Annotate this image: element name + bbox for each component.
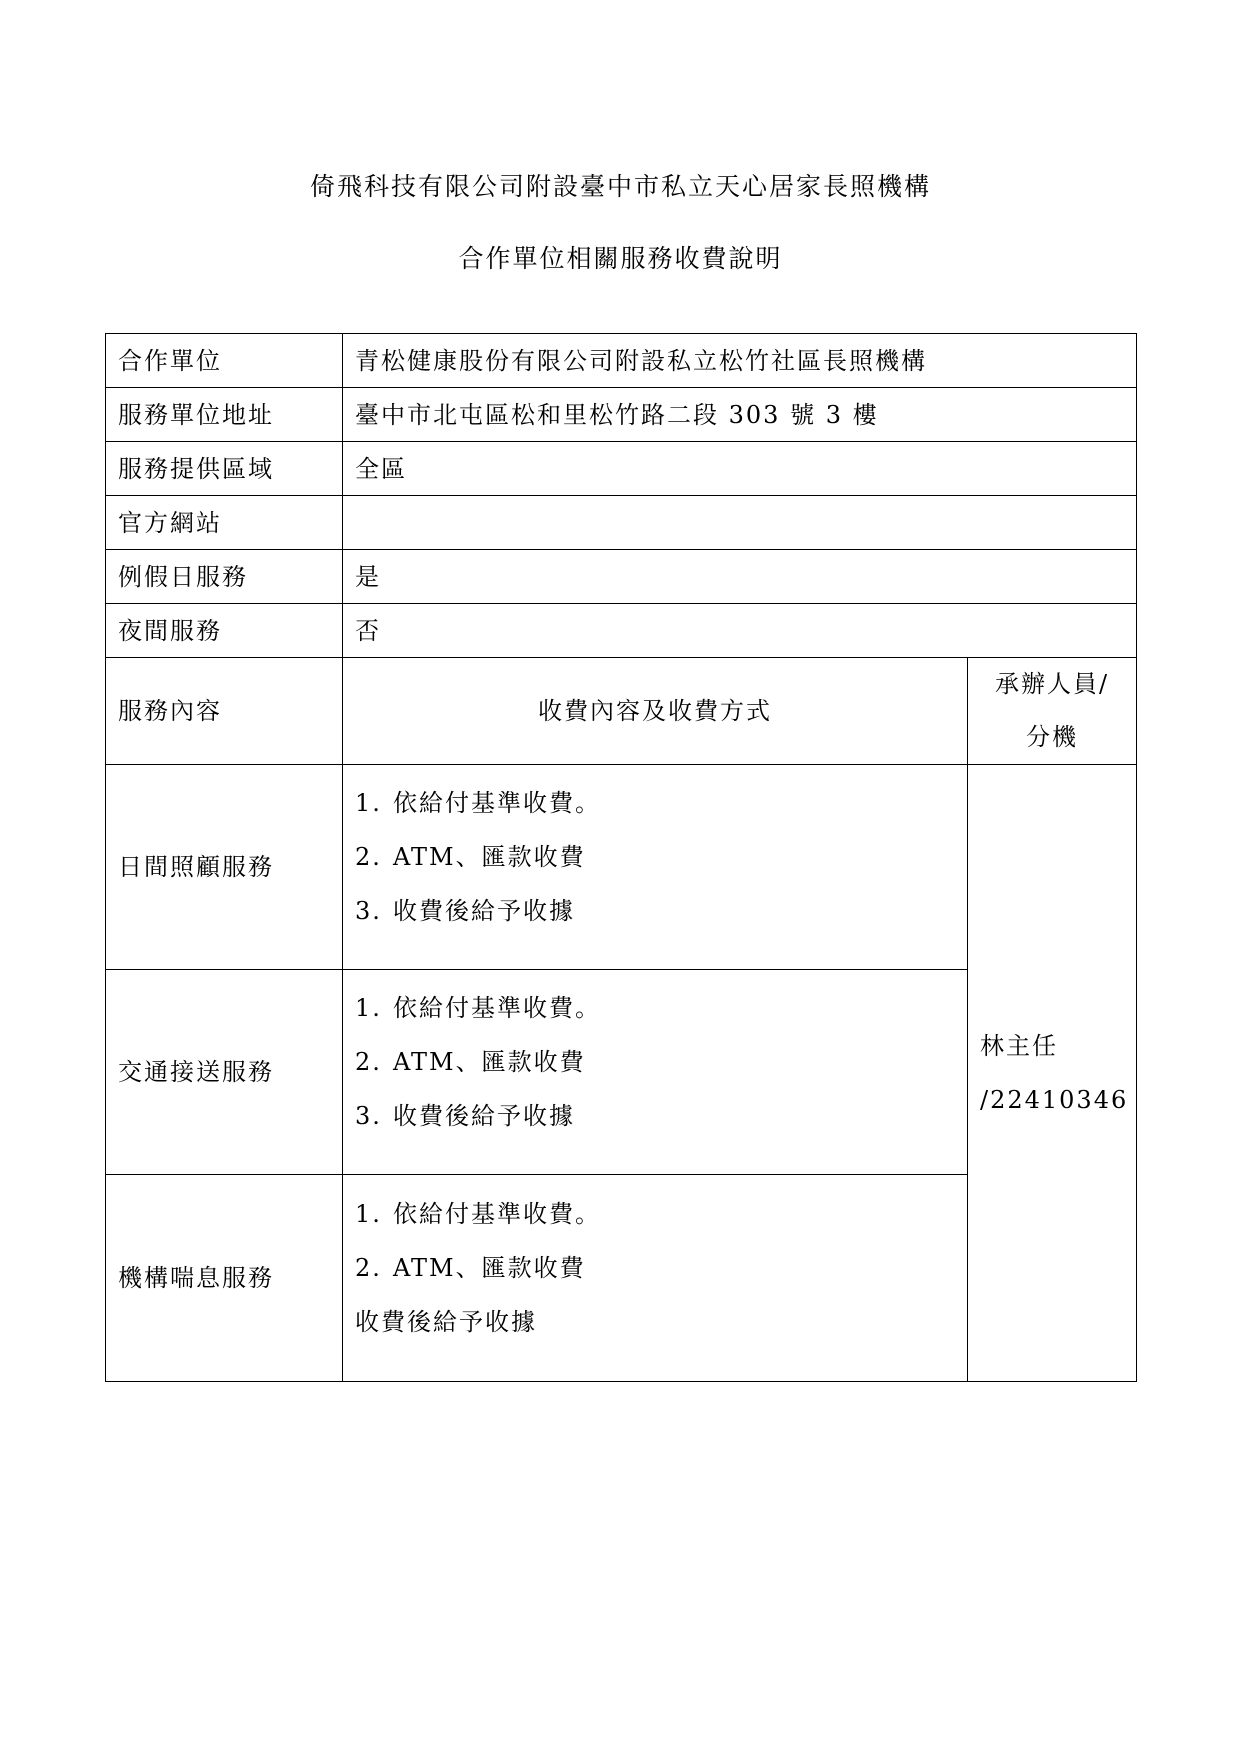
header-service-content: 服務內容 xyxy=(106,658,343,765)
fee-item-number: 1. xyxy=(355,994,382,1022)
header-contact xyxy=(968,658,1137,765)
header-fee-method: 收費內容及收費方式 xyxy=(343,658,968,765)
fee-item-number: 1. xyxy=(355,789,382,817)
service-row-day-care xyxy=(106,765,1137,970)
fee-item-text: 依給付基準收費。 xyxy=(393,1200,601,1228)
row-value: 臺中市北屯區松和里松竹路二段 303 號 3 樓 xyxy=(343,388,1137,442)
contact-cell xyxy=(968,765,1137,1382)
fee-item xyxy=(355,830,967,884)
contact-name: 林主任 xyxy=(980,1032,1058,1060)
fee-item-number: 1. xyxy=(355,1200,382,1228)
row-value xyxy=(343,496,1137,550)
fee-item-text: ATM、匯款收費 xyxy=(393,1254,586,1282)
fee-item xyxy=(355,1089,967,1143)
document-subtitle: 合作單位相關服務收費說明 xyxy=(458,244,783,273)
contact-extension: /22410346 xyxy=(980,1086,1129,1114)
header-contact-line1: 承辦人員/ xyxy=(994,670,1110,698)
row-label: 合作單位 xyxy=(106,334,343,388)
fee-item-number: 2. xyxy=(355,1254,382,1282)
fee-cell xyxy=(343,765,968,970)
row-label: 夜間服務 xyxy=(106,604,343,658)
row-label: 服務單位地址 xyxy=(106,388,343,442)
fee-item-text: 收費後給予收據 xyxy=(393,897,575,925)
fee-item xyxy=(355,981,967,1035)
fee-item-text: 收費後給予收據 xyxy=(393,1102,575,1130)
document-title: 倚飛科技有限公司附設臺中市私立天心居家長照機構 xyxy=(309,172,931,201)
fee-item-text: 依給付基準收費。 xyxy=(393,994,601,1022)
fee-item xyxy=(355,884,967,938)
fee-item-text: 收費後給予收據 xyxy=(355,1308,537,1336)
table-row-holiday xyxy=(106,550,1137,604)
table-row-area xyxy=(106,442,1137,496)
table-row-night xyxy=(106,604,1137,658)
fee-item xyxy=(355,1241,967,1295)
row-value: 青松健康股份有限公司附設私立松竹社區長照機構 xyxy=(343,334,1137,388)
fee-item xyxy=(355,1187,967,1241)
fee-item-number: 2. xyxy=(355,1048,382,1076)
fee-list xyxy=(355,981,967,1163)
table-row-address xyxy=(106,388,1137,442)
row-label: 服務提供區域 xyxy=(106,442,343,496)
table-header-row xyxy=(106,658,1137,765)
fee-list xyxy=(355,776,967,958)
fee-item-text: ATM、匯款收費 xyxy=(393,1048,586,1076)
row-value: 是 xyxy=(343,550,1137,604)
fee-item-number: 3. xyxy=(355,1102,382,1130)
table-row-website xyxy=(106,496,1137,550)
fee-item-number: 2. xyxy=(355,843,382,871)
fee-list xyxy=(355,1187,967,1369)
header-contact-line2: 分機 xyxy=(1026,723,1078,751)
service-name: 交通接送服務 xyxy=(106,970,343,1175)
fee-cell xyxy=(343,1175,968,1382)
service-fee-table xyxy=(105,333,1137,1382)
row-label: 例假日服務 xyxy=(106,550,343,604)
service-name: 機構喘息服務 xyxy=(106,1175,343,1382)
row-value: 全區 xyxy=(343,442,1137,496)
fee-item xyxy=(355,776,967,830)
row-value: 否 xyxy=(343,604,1137,658)
table-row-partner xyxy=(106,334,1137,388)
fee-item-number: 3. xyxy=(355,897,382,925)
service-name: 日間照顧服務 xyxy=(106,765,343,970)
fee-item-text: 依給付基準收費。 xyxy=(393,789,601,817)
fee-item xyxy=(355,1035,967,1089)
fee-item xyxy=(355,1295,967,1349)
row-label: 官方網站 xyxy=(106,496,343,550)
fee-item-text: ATM、匯款收費 xyxy=(393,843,586,871)
fee-cell xyxy=(343,970,968,1175)
